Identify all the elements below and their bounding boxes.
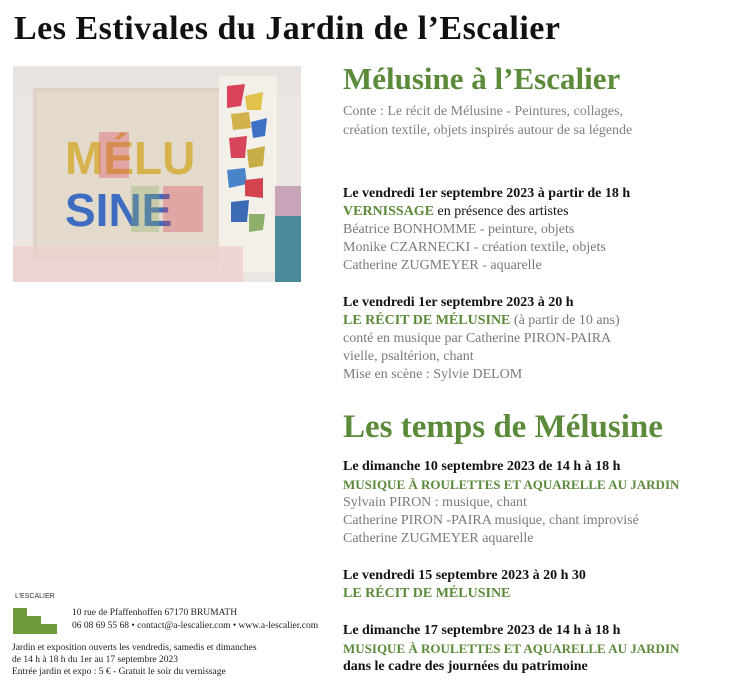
vernissage-date: Le vendredi 1er septembre 2023 à partir de 18 h — [343, 186, 631, 201]
musique2-label: MUSIQUE À ROULETTES ET AQUARELLE AU JARDIN — [343, 641, 680, 656]
artwork-word-top: MÉLU — [65, 132, 196, 184]
musique2-extra: dans le cadre des journées du patrimoine — [343, 659, 588, 674]
recit1-line: conté en musique par Catherine PIRON-PAIRA — [343, 331, 612, 346]
hours-line-1: Jardin et exposition ouverts les vendredis, samedis et dimanches — [12, 643, 257, 653]
artist-line: Béatrice BONHOMME - peinture, objets — [343, 222, 575, 237]
hours-line-2: de 14 h à 18 h du 1er au 17 septembre 2023 — [12, 655, 178, 665]
recit1-label-rest: (à partir de 10 ans) — [510, 313, 620, 328]
event-subtitle — [343, 102, 738, 140]
logo-icon — [13, 590, 57, 634]
vernissage-block — [343, 185, 738, 275]
recit1-label: LE RÉCIT DE MÉLUSINE — [343, 313, 511, 328]
artist-line: Monike CZARNECKI - création textile, objets — [343, 240, 606, 255]
event-heading-temps: Les temps de Mélusine — [343, 409, 663, 445]
address-line: 10 rue de Pfaffenhoffen 67170 BRUMATH — [72, 608, 238, 618]
contact-line: 06 08 69 55 68 • contact@a-lescalier.com • www.a-lescalier.com — [72, 621, 319, 631]
musique1-line: Sylvain PIRON : musique, chant — [343, 495, 527, 510]
hours-line-3: Entrée jardin et expo : 5 € - Gratuit le soir du vernissage — [12, 667, 226, 677]
footer-address — [72, 607, 318, 633]
recit1-line: vielle, psaltérion, chant — [343, 349, 474, 364]
footer-hours — [12, 642, 257, 678]
artwork-illustration — [13, 66, 301, 282]
page-title: Les Estivales du Jardin de l’Escalier — [14, 10, 561, 47]
escalier-logo — [13, 590, 57, 634]
recit2-date: Le vendredi 15 septembre 2023 à 20 h 30 — [343, 568, 586, 583]
recit1-line: Mise en scène : Sylvie DELOM — [343, 367, 523, 382]
recit-block-2 — [343, 567, 738, 603]
artist-line: Catherine ZUGMEYER - aquarelle — [343, 258, 542, 273]
artwork-photo — [13, 66, 301, 282]
vernissage-label: VERNISSAGE — [343, 204, 435, 219]
vernissage-label-rest: en présence des artistes — [434, 204, 569, 219]
recit2-label: LE RÉCIT DE MÉLUSINE — [343, 586, 511, 601]
subtitle-line-2: création textile, objets inspirés autour de sa légende — [343, 123, 633, 138]
musique1-line: Catherine ZUGMEYER aquarelle — [343, 531, 534, 546]
musique2-date: Le dimanche 17 septembre 2023 de 14 h à 18 h — [343, 623, 621, 638]
recit1-date: Le vendredi 1er septembre 2023 à 20 h — [343, 295, 574, 310]
logo-text: L’ESCALIER — [15, 593, 55, 600]
musique1-date: Le dimanche 10 septembre 2023 de 14 h à 18 h — [343, 459, 621, 474]
recit-block-1 — [343, 294, 738, 384]
musique1-label: MUSIQUE À ROULETTES ET AQUARELLE AU JARDIN — [343, 477, 680, 492]
program-column — [343, 60, 738, 676]
musique1-line: Catherine PIRON -PAIRA musique, chant improvisé — [343, 513, 639, 528]
subtitle-line-1: Conte : Le récit de Mélusine - Peintures, collages, — [343, 104, 623, 119]
artwork-word-bottom: SINE — [65, 184, 173, 236]
musique-block-1 — [343, 458, 738, 548]
musique-block-2 — [343, 622, 738, 676]
event-heading-melusine: Mélusine à l’Escalier — [343, 61, 621, 96]
